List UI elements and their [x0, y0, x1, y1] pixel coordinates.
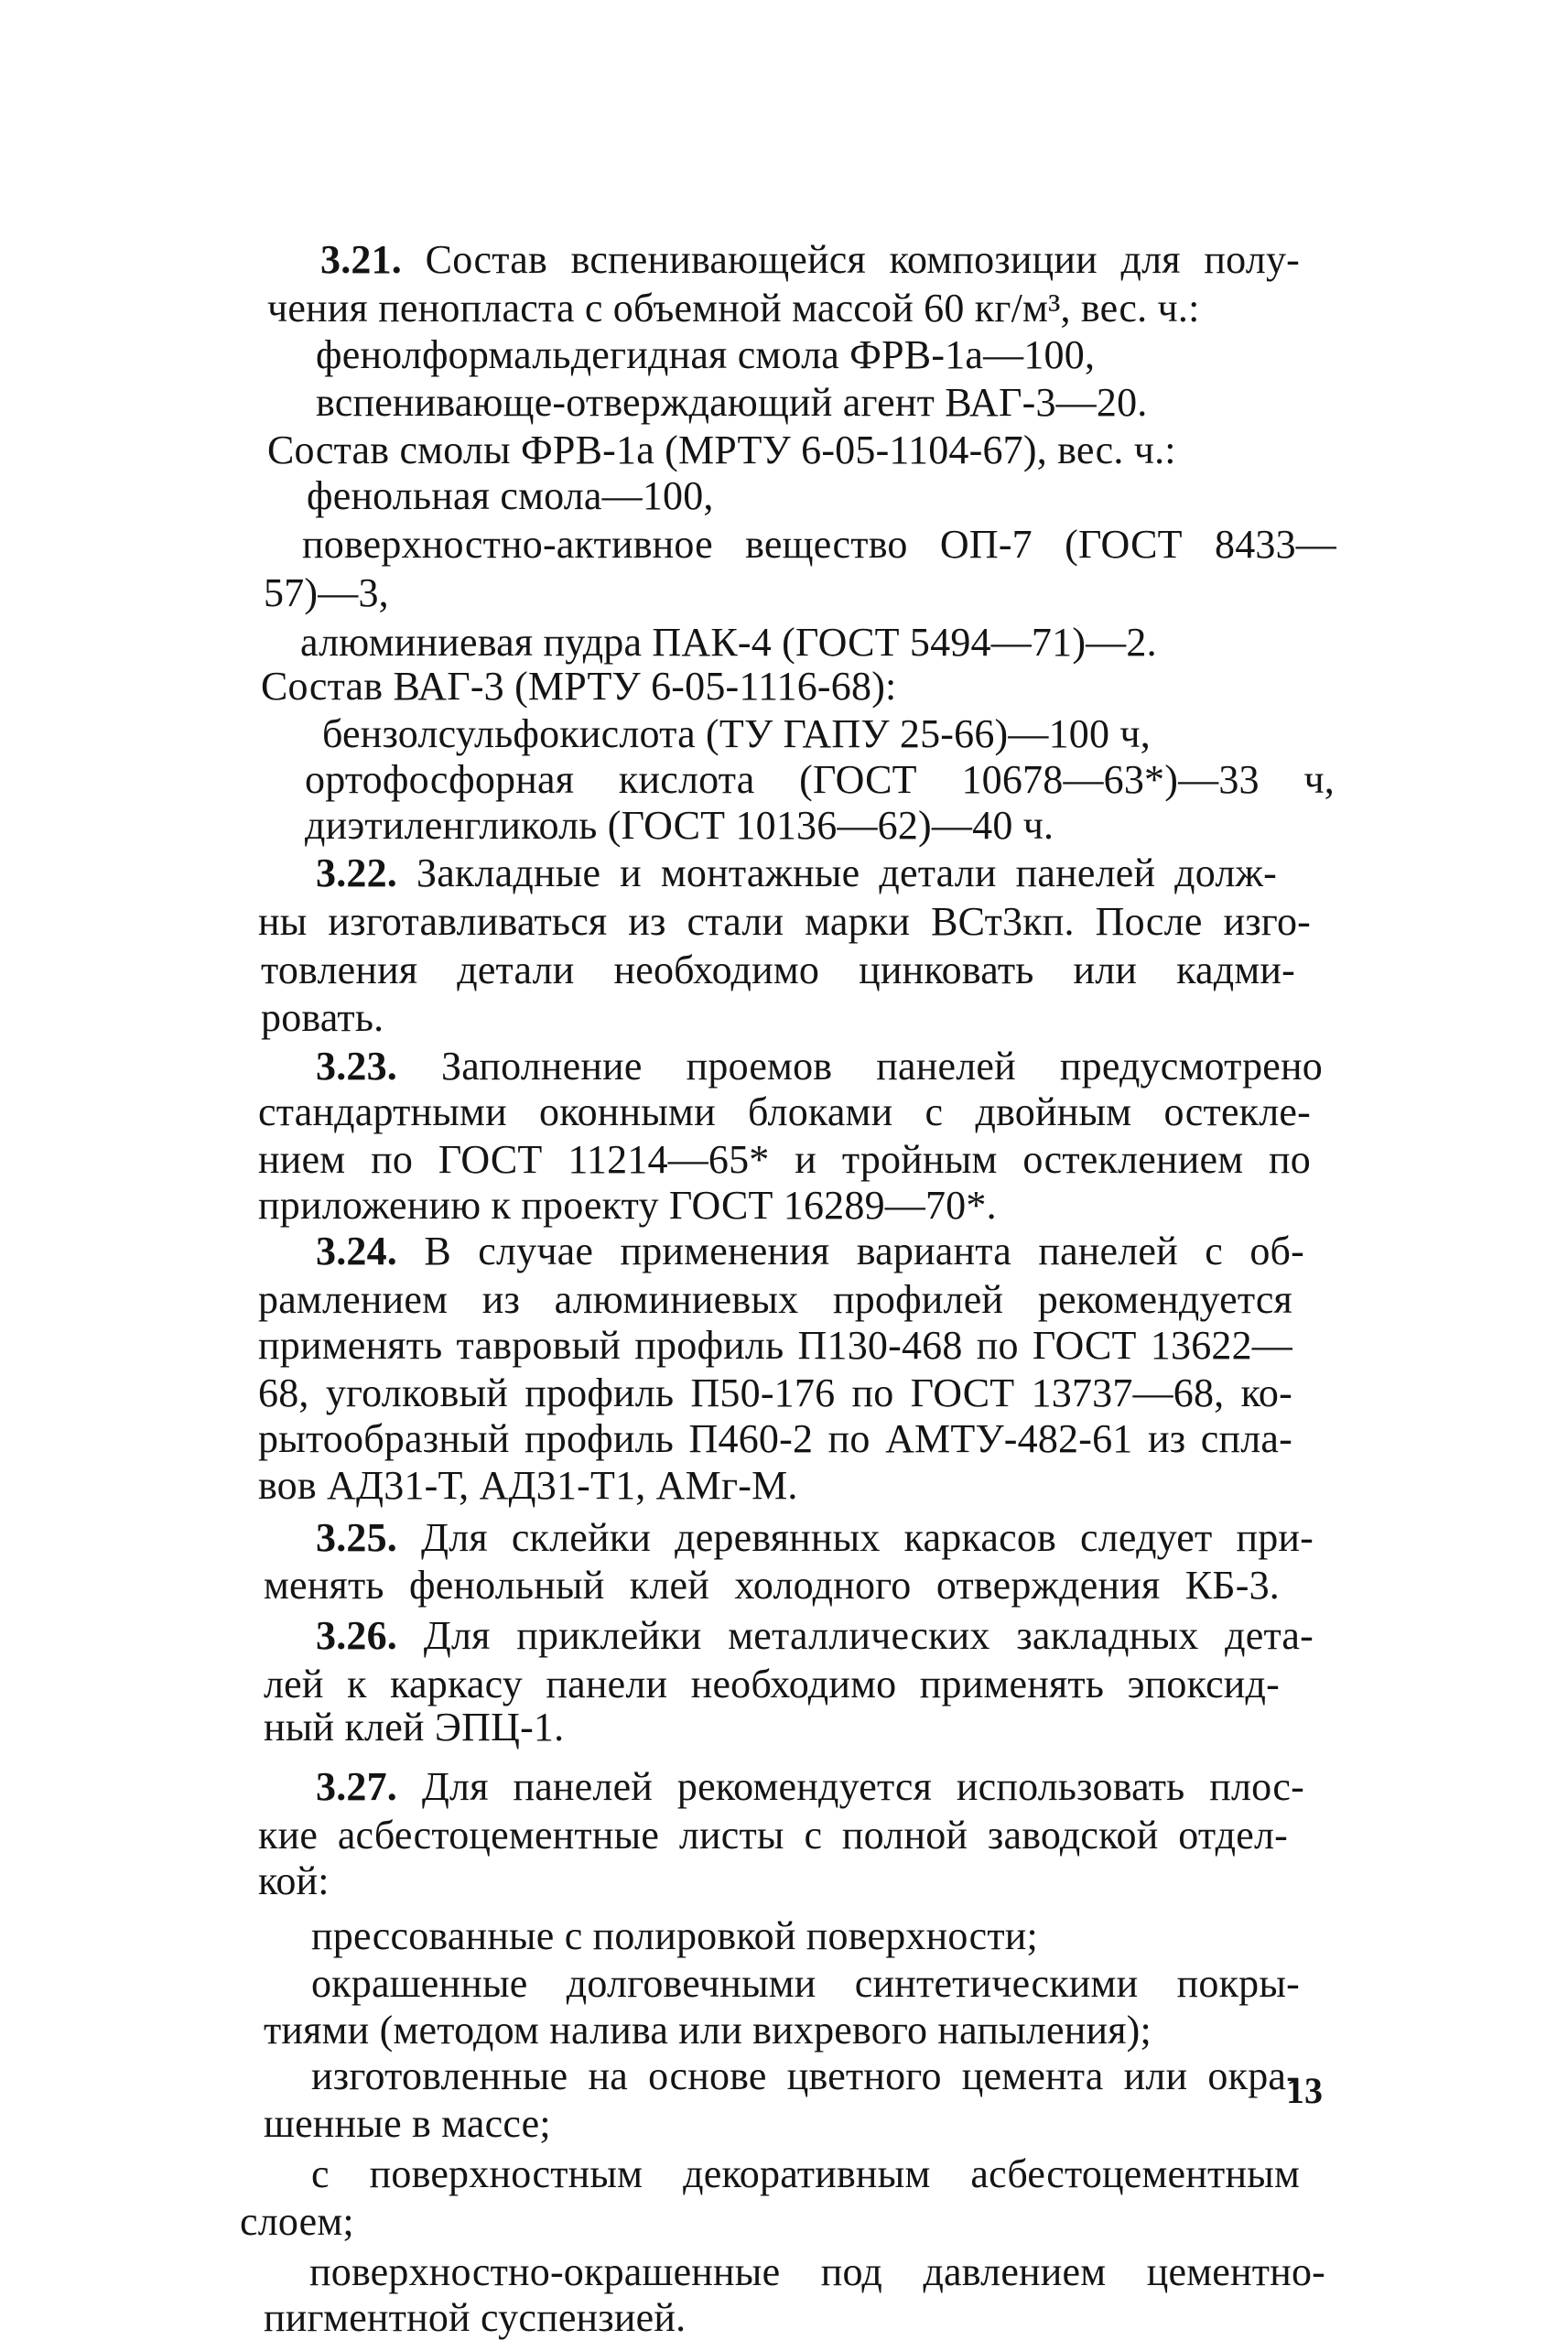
line-text: Для панелей рекомендуется использовать плос- [397, 1764, 1304, 1809]
text-line [258, 1463, 798, 1508]
section-first-line [316, 1231, 1304, 1272]
text-line [264, 1664, 1280, 1705]
text-line [305, 803, 1054, 848]
text-line [258, 1089, 1311, 1134]
line-text: кие асбестоцементные листы с полной заводской отдел- [258, 1813, 1288, 1858]
section-number: 3.21. [320, 237, 402, 282]
line-text: поверхностно-активное вещество ОП-7 (ГОСТ 8433— [302, 522, 1336, 567]
line-text: прессованные с полировкой поверхности; [311, 1913, 1038, 1958]
line-text: окрашенные долговечными синтетическими покры- [311, 1961, 1300, 2006]
line-text: тиями (методом налива или вихревого напыления); [264, 2008, 1152, 2053]
text-line [267, 288, 1200, 329]
line-text: ортофосфорная кислота (ГОСТ 10678—63*)—33 ч, [305, 757, 1335, 802]
section-number: 3.26. [316, 1613, 397, 1658]
line-text: стандартными оконными блоками с двойным остекле- [258, 1089, 1311, 1134]
text-line [264, 570, 389, 615]
text-line [300, 620, 1157, 665]
text-line [264, 2295, 687, 2340]
line-text: нием по ГОСТ 11214—65* и тройным остеклением по [258, 1137, 1311, 1182]
text-line [309, 2249, 1325, 2294]
line-text: применять тавровый профиль П130-468 по ГОСТ 13622— [258, 1323, 1292, 1368]
page-number: 13 [1286, 2070, 1323, 2111]
line-text: алюминиевая пудра ПАК-4 (ГОСТ 5494—71)—2. [300, 620, 1157, 665]
line-text: Состав ВАГ-3 (МРТУ 6-05-1116-68): [261, 664, 897, 709]
text-line [311, 1961, 1300, 2006]
line-text: Заполнение проемов панелей предусмотрено [397, 1044, 1323, 1089]
line-text: лей к каркасу панели необходимо применять эпоксид- [264, 1662, 1280, 1706]
line-text: Для приклейки металлических закладных дета- [397, 1613, 1314, 1658]
line-text: ны изготавливаться из стали марки ВСт3кп. После изго- [258, 899, 1311, 944]
section-number: 3.23. [316, 1044, 397, 1089]
text-line [264, 1565, 1280, 1606]
line-text: вов АД31-Т, АД31-Т1, АМг-М. [258, 1463, 798, 1508]
text-line [240, 2199, 354, 2244]
text-line [307, 473, 714, 518]
text-line [258, 1323, 1292, 1368]
text-line [258, 1183, 997, 1228]
text-line [258, 1815, 1288, 1856]
text-line [258, 1416, 1292, 1461]
text-line [305, 757, 1335, 802]
text-line [264, 2010, 1152, 2051]
text-line [322, 711, 1151, 756]
line-text: рытообразный профиль П460-2 по АМТУ-482-61 из спла- [258, 1416, 1292, 1461]
text-line [264, 2101, 551, 2146]
text-line [258, 899, 1311, 944]
line-text: пигментной суспензией. [264, 2295, 687, 2340]
section-first-line [320, 237, 1300, 282]
line-text: чения пенопласта с объемной массой 60 кг/м³, вес. ч.: [267, 286, 1200, 330]
line-text: ровать. [261, 995, 384, 1040]
line-text: менять фенольный клей холодного отверждения КБ-3. [264, 1563, 1280, 1608]
line-text: поверхностно-окрашенные под давлением цементно- [309, 2249, 1325, 2294]
text-line [311, 2053, 1300, 2098]
line-text: 68, уголковый профиль П50-176 по ГОСТ 13737—68, ко- [258, 1370, 1292, 1415]
text-line [258, 1277, 1292, 1322]
line-text: изготовленные на основе цветного цемента или окра- [311, 2053, 1300, 2098]
text-line [258, 1137, 1311, 1182]
text-line [261, 995, 384, 1040]
line-text: Состав смолы ФРВ-1а (МРТУ 6-05-1104-67), вес. ч.: [267, 428, 1176, 472]
line-text: слоем; [240, 2199, 354, 2244]
line-text: товления детали необходимо цинковать или кадми- [261, 948, 1295, 992]
section-first-line [316, 850, 1277, 895]
line-text: кой: [258, 1858, 330, 1903]
line-text: В случае применения варианта панелей с об- [397, 1229, 1304, 1273]
text-line [311, 2151, 1300, 2196]
text-line [316, 380, 1148, 425]
line-text: шенные в массе; [264, 2101, 551, 2146]
line-text: Состав вспенивающейся композиции для полу- [402, 237, 1300, 282]
line-text: Закладные и монтажные детали панелей долж- [397, 850, 1277, 895]
text-line [264, 1707, 564, 1748]
line-text: ный клей ЭПЦ-1. [264, 1705, 565, 1750]
text-line [258, 1370, 1292, 1415]
line-text: Для склейки деревянных каркасов следует при- [397, 1515, 1314, 1560]
section-number: 3.25. [316, 1515, 397, 1560]
section-number: 3.24. [316, 1229, 397, 1273]
section-first-line [316, 1046, 1323, 1087]
section-first-line [316, 1515, 1314, 1560]
text-line [302, 522, 1336, 567]
line-text: приложению к проекту ГОСТ 16289—70*. [258, 1183, 997, 1228]
line-text: 57)—3, [264, 570, 389, 615]
text-line [261, 666, 896, 707]
section-first-line [316, 1613, 1314, 1658]
line-text: фенолформальдегидная смола ФРВ-1а—100, [316, 332, 1096, 377]
text-line [316, 332, 1096, 377]
line-text: фенольная смола—100, [307, 473, 714, 518]
section-number: 3.27. [316, 1764, 397, 1809]
line-text: рамлением из алюминиевых профилей рекомендуется [258, 1277, 1292, 1322]
line-text: диэтиленгликоль (ГОСТ 10136—62)—40 ч. [305, 803, 1054, 848]
section-first-line [316, 1764, 1304, 1809]
text-line [267, 430, 1176, 471]
line-text: с поверхностным декоративным асбестоцементным [311, 2151, 1300, 2196]
text-line [261, 950, 1295, 991]
line-text: вспенивающе-отверждающий агент ВАГ-3—20. [316, 380, 1148, 425]
text-line [311, 1913, 1038, 1958]
section-number: 3.22. [316, 850, 397, 895]
text-line [258, 1858, 330, 1903]
line-text: бензолсульфокислота (ТУ ГАПУ 25-66)—100 ч, [322, 711, 1151, 756]
